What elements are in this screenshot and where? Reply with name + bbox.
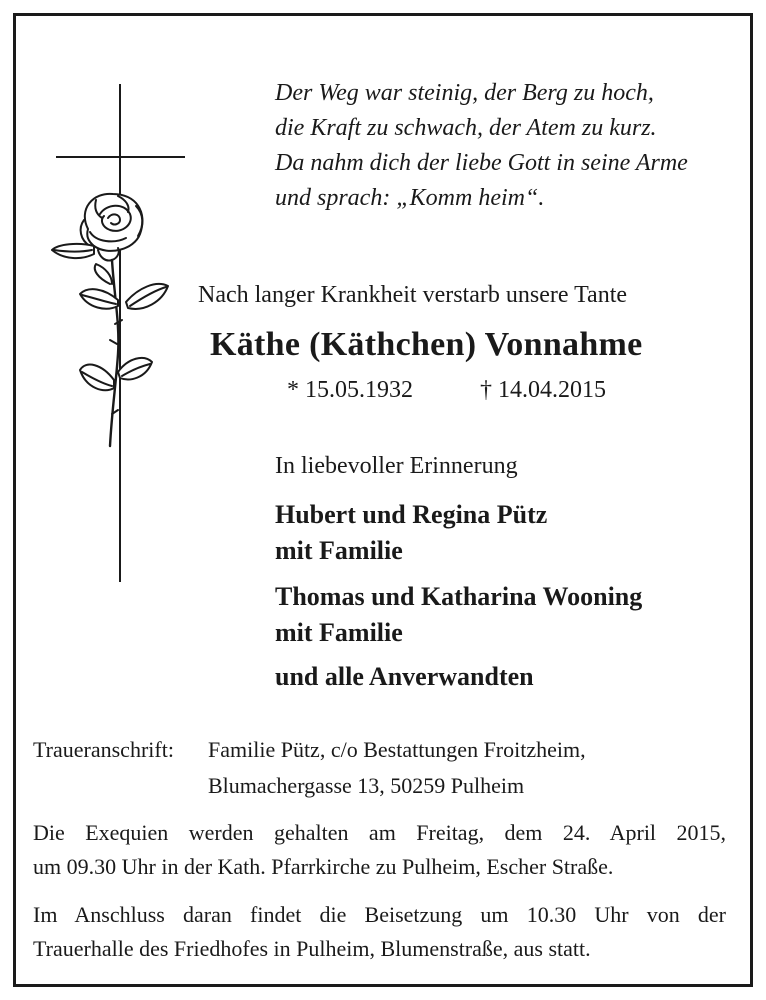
family-line-1: Hubert und Regina Pütz xyxy=(275,500,548,529)
poem-line-3: Da nahm dich der liebe Gott in seine Arme xyxy=(275,150,688,176)
address-line-1: Familie Pütz, c/o Bestattungen Froitzheim, xyxy=(208,737,586,762)
burial-line-2: Trauerhalle des Friedhofes in Pulheim, Blumenstraße, aus statt. xyxy=(33,936,591,961)
poem-line-1: Der Weg war steinig, der Berg zu hoch, xyxy=(275,80,654,106)
cross-bar xyxy=(56,156,185,158)
address-label: Traueranschrift: xyxy=(33,737,174,762)
deceased-name: Käthe (Käthchen) Vonnahme xyxy=(210,326,643,363)
intro-text: Nach langer Krankheit verstarb unsere Tante xyxy=(198,282,628,308)
family-line-5: und alle Anverwandten xyxy=(275,662,534,691)
poem-line-2: die Kraft zu schwach, der Atem zu kurz. xyxy=(275,115,657,141)
rose-icon xyxy=(48,184,178,454)
death-date: † 14.04.2015 xyxy=(480,377,606,403)
burial-line-1: Im Anschluss daran findet die Beisetzung um 10.30 Uhr von der xyxy=(33,902,726,927)
family-line-2: mit Familie xyxy=(275,536,403,565)
memory-text: In liebevoller Erinnerung xyxy=(275,453,518,479)
poem-line-4: und sprach: „Komm heim“. xyxy=(275,185,545,211)
address-line-2: Blumachergasse 13, 50259 Pulheim xyxy=(208,773,525,798)
exequien-line-1: Die Exequien werden gehalten am Freitag, dem 24. April 2015, xyxy=(33,820,726,845)
birth-date: * 15.05.1932 xyxy=(287,377,413,403)
family-line-3: Thomas und Katharina Wooning xyxy=(275,582,643,611)
exequien-line-2: um 09.30 Uhr in der Kath. Pfarrkirche zu Pulheim, Escher Straße. xyxy=(33,854,614,879)
family-line-4: mit Familie xyxy=(275,618,403,647)
